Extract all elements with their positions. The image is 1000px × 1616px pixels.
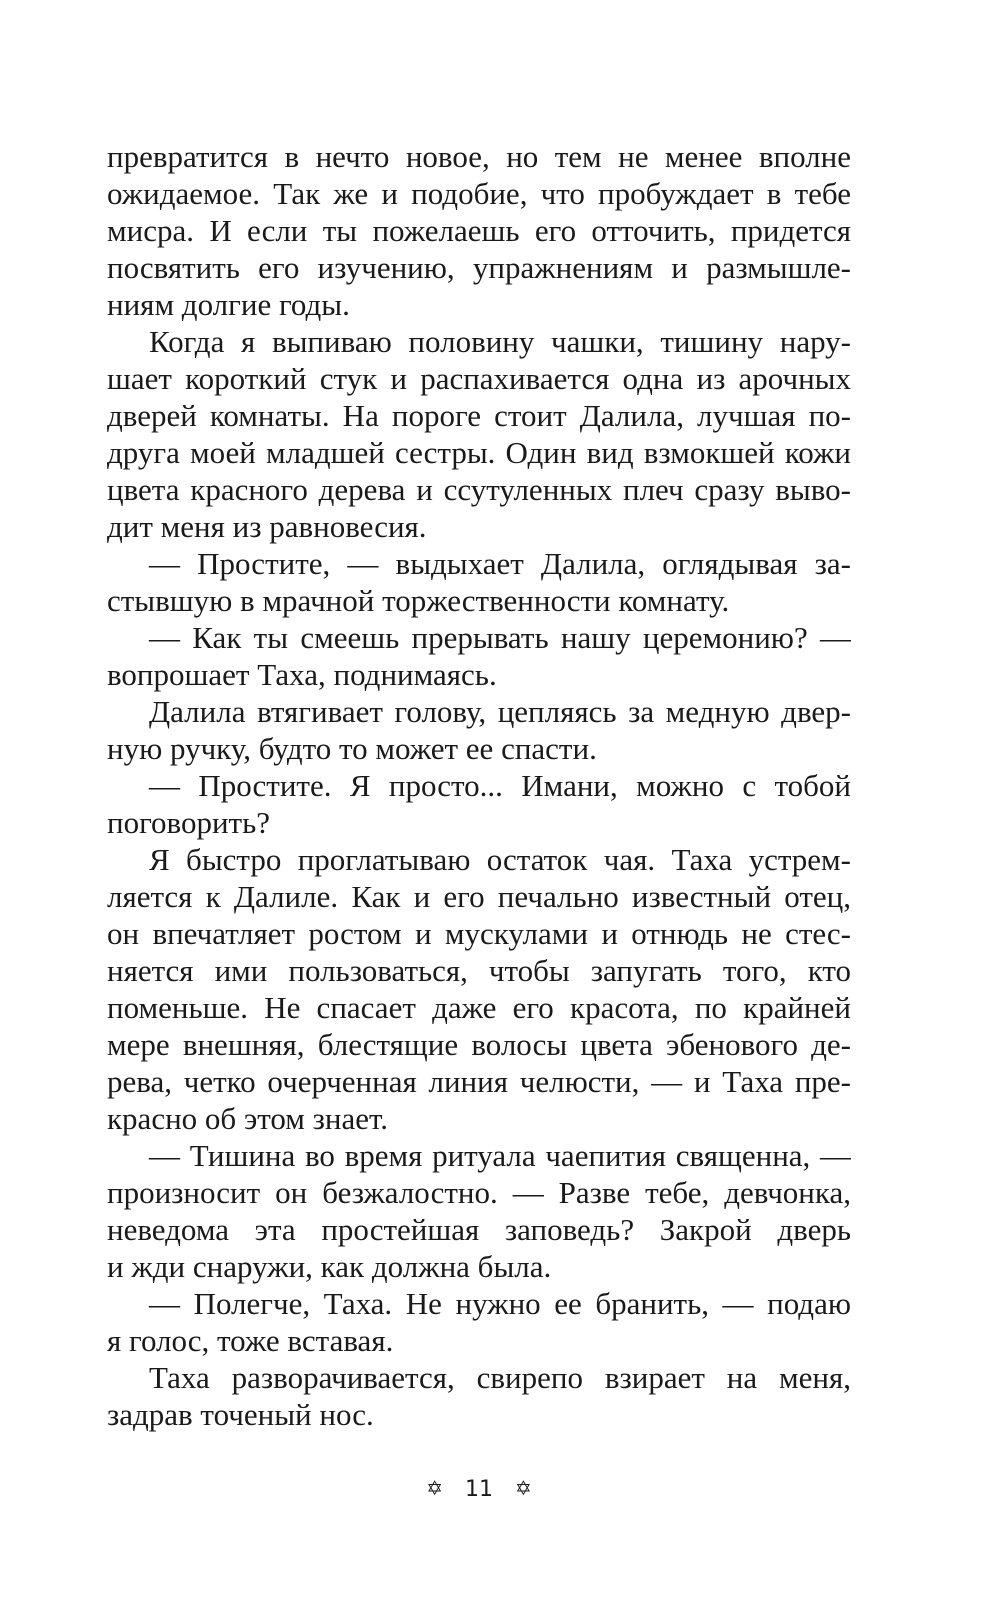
text-line: посвятить его изучению, упражнениям и размышле- — [107, 250, 851, 285]
text-line: ную ручку, будто то может ее спасти. — [107, 731, 597, 766]
text-line: дверей комнаты. На пороге стоит Далила, лучшая по- — [107, 398, 851, 433]
text-line: няется ими пользоваться, чтобы запугать того, кто — [107, 953, 851, 988]
page-number: 11 — [465, 1477, 493, 1502]
text-line: — Простите. Я просто... Имани, можно с тобой — [149, 768, 851, 803]
text-line: Я быстро проглатываю остаток чая. Таха устрем- — [149, 842, 851, 877]
body-text — [107, 138, 851, 1433]
text-line: задрав точеный нос. — [107, 1397, 374, 1432]
page-footer — [0, 1476, 958, 1502]
text-line: вопрошает Таха, поднимаясь. — [107, 657, 497, 692]
text-line: он впечатляет ростом и мускулами и отнюдь не стес- — [107, 916, 851, 951]
text-line: ляется к Далиле. Как и его печально известный отец, — [107, 879, 851, 914]
text-line: — Тишина во время ритуала чаепития священна, — — [149, 1138, 851, 1173]
text-line: — Полегче, Таха. Не нужно ее бранить, — подаю — [149, 1286, 851, 1321]
text-line: я голос, тоже вставая. — [107, 1323, 394, 1358]
text-line: друга моей младшей сестры. Один вид взмокшей кожи — [107, 435, 851, 470]
text-line: рева, четко очерченная линия челюсти, — и Таха пре- — [107, 1064, 851, 1099]
text-line: Далила втягивает голову, цепляясь за медную двер- — [149, 694, 851, 729]
text-line: дит меня из равновесия. — [107, 509, 427, 544]
text-line: — Простите, — выдыхает Далила, оглядывая за- — [149, 546, 851, 581]
text-line: неведома эта простейшая заповедь? Закрой дверь — [107, 1212, 851, 1247]
text-line: цвета красного дерева и ссутуленных плеч сразу выво- — [107, 472, 851, 507]
text-line: Когда я выпиваю половину чашки, тишину нару- — [149, 324, 851, 359]
text-line: Таха разворачивается, свирепо взирает на меня, — [149, 1360, 851, 1395]
text-line: шает короткий стук и распахивается одна из арочных — [107, 361, 851, 396]
text-line: мисра. И если ты пожелаешь его отточить, придется — [107, 213, 851, 248]
text-line: превратится в нечто новое, но тем не менее вполне — [107, 139, 851, 174]
text-line: красно об этом знает. — [107, 1101, 388, 1136]
text-line: мере внешняя, блестящие волосы цвета эбенового де- — [107, 1027, 851, 1062]
text-line: поменьше. Не спасает даже его красота, по крайней — [107, 990, 851, 1025]
text-line: — Как ты смеешь прерывать нашу церемонию? — — [149, 620, 851, 655]
text-line: ожидаемое. Так же и подобие, что пробуждает в тебе — [107, 176, 851, 211]
star-of-david-icon: ✡ — [426, 1476, 443, 1500]
text-line: поговорить? — [107, 805, 270, 840]
star-of-david-icon: ✡ — [515, 1476, 532, 1500]
text-line: и жди снаружи, как должна была. — [107, 1249, 552, 1284]
text-line: стывшую в мрачной торжественности комнату. — [107, 583, 730, 618]
text-line: произносит он безжалостно. — Разве тебе, девчонка, — [107, 1175, 851, 1210]
text-line: ниям долгие годы. — [107, 287, 350, 322]
